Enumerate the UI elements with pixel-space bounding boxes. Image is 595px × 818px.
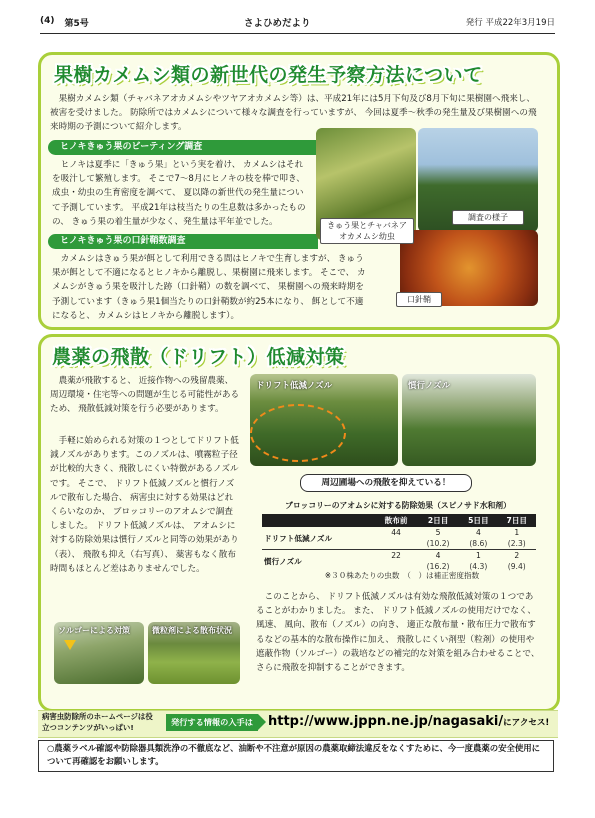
- table-cell: 4: [475, 528, 481, 537]
- table-cell: (4.3): [469, 562, 488, 571]
- label-drift-nozzle: ドリフト低減ノズル: [256, 381, 333, 391]
- banner-left-text: 病害虫防除所のホームページは役立つコンテンツがいっぱい!: [42, 712, 153, 732]
- banner-suffix: にアクセス!: [503, 718, 550, 728]
- efficacy-table-title: ブロッコリーのアオムシに対する防除効果（スピノサド水和剤）: [285, 501, 511, 510]
- table-header: 5日目: [459, 514, 497, 527]
- drift-body-main: 手軽に始められる対策の１つとしてドリフト低減ノズルがあります。このノズルは、噴霧粒子径が比較的大きく、飛散しにくい特徴があるノズルです。 そこで、 ドリフト低減ノズルと慣行ノズルで散布した場合、 病害虫に対する効果はどれくらいなのか、 ブロッコリーのアオムシで調査しました。 ドリフト低減ノズルは、 アオムシに対する防除効果は慣行ノズルと同等の効果があり（表）、 飛散も抑え（右写真）、 薬害もなく散布時間もほとんど差はありませんでした。: [50, 436, 239, 574]
- safety-notice: ○農薬ラベル確認や防除器具類洗浄の不徹底など、油断や不注意が原因の農薬取締法違反をなくすために、今一度農薬の安全使用について再確認をお願いします。: [38, 740, 554, 772]
- table-header: 散布前: [375, 514, 417, 527]
- drift-conclusion: このことから、 ドリフト低減ノズルは有効な飛散低減対策の１つであることがわかりました。 また、 ドリフト低減ノズルの使用だけでなく、 風速、 風向、散布（ノズル）の向き、 適正な散布量・散布圧力で散布するなどの基本的な散布操作に加え、 飛散しにくい剤型（粒剤）の使用や遮蔽作物（ソルゴー）の栽培などの補完的な対策を組み合わせることで、 さらに飛散を抑制することができます。: [256, 592, 540, 674]
- banner-info-label: 発行する情報の入手は: [166, 714, 258, 731]
- table-cell: (8.6): [469, 539, 488, 548]
- table-cell: 44: [391, 528, 401, 537]
- table-cell: [375, 538, 417, 550]
- section-heading-beating-survey: ヒノキきゅう果のビーティング調査: [48, 140, 318, 155]
- efficacy-table-note: ※３０株あたりの虫数 （ ）は補正密度指数: [324, 571, 480, 580]
- table-row-name: ドリフト低減ノズル: [264, 533, 333, 543]
- issue-number: 第5号: [64, 18, 89, 29]
- issue-date: 発行 平成22年3月19日: [465, 18, 555, 28]
- article-title-drift: 農薬の飛散（ドリフト）低減対策: [52, 346, 345, 368]
- table-header: [262, 514, 375, 527]
- section-text-stylet-sheath: カメムシはきゅう果が餌として利用できる間はヒノキで生育しますが、 きゅう果が餌として不適になるとヒノキから離脱し、果樹園に飛来します。 そこで、 カメムシがきゅう果を吸汁した跡（口針鞘）の数を調べて、 果樹園への飛来時期を予測しています（きゅう果1個当たりの口針鞘数が約25本になり、 餌として不適になると、 カメムシはヒノキから離脱します）。: [52, 254, 366, 321]
- table-row: [262, 527, 536, 538]
- section-text-beating-survey: ヒノキは夏季に「きゅう果」という実を着け、 カメムシはそれを吸汁して繁殖します。 そこで7～8月にヒノキの枝を棒で叩き、 成虫・幼虫の生育密度を調べて、 夏以降の新世代の発生量について予測しています。 平成21年は枝当たりの生息数は多かったものの、 きゅう果の着生量が少なく、発生量は平年並でした。: [52, 160, 306, 227]
- table-header: 7日目: [498, 514, 536, 527]
- table-cell: (9.4): [507, 562, 526, 571]
- table-cell: (16.2): [426, 562, 450, 571]
- label-fine-granule: 微粒剤による散布状況: [152, 626, 232, 635]
- spray-area-circle: [250, 404, 346, 462]
- table-cell: 2: [498, 550, 536, 562]
- table-cell: (2.3): [507, 539, 526, 548]
- caption-cone-larvae: きゅう果とチャバネアオカメムシ幼虫: [320, 218, 414, 244]
- drift-body-intro: 農薬が飛散すると、 近接作物への残留農薬、周辺環境・住宅等への問題が生じる可能性があるため、 飛散低減対策を行う必要があります。: [50, 376, 240, 415]
- table-cell: 1: [459, 550, 497, 562]
- table-cell: 4: [417, 550, 459, 562]
- page-header: [40, 14, 555, 34]
- section-heading-stylet-sheath: ヒノキきゅう果の口針鞘数調査: [48, 234, 318, 249]
- table-header: 2日目: [417, 514, 459, 527]
- efficacy-table: [262, 514, 536, 572]
- page-number: (4): [40, 15, 55, 26]
- homepage-link[interactable]: [268, 714, 549, 729]
- caption-stylet-sheath: 口針鞘: [396, 292, 442, 307]
- article-title-stinkbug: 果樹カメムシ類の新世代の発生予察方法について: [54, 64, 483, 86]
- homepage-url[interactable]: http://www.jppn.ne.jp/nagasaki/: [268, 714, 504, 729]
- drift-callout: 周辺圃場への飛散を抑えている！: [300, 474, 472, 492]
- table-cell: (10.2): [426, 539, 450, 548]
- table-row: [262, 550, 536, 562]
- table-row-name: 慣行ノズル: [262, 550, 375, 573]
- newsletter-title: さよひめだより: [244, 18, 311, 29]
- arrow-down-icon: [64, 640, 76, 650]
- header-left: [40, 16, 89, 29]
- article-intro-stinkbug: 果樹カメムシ類（チャバネアオカメムシやツヤアオカメムシ等）は、平成21年には5月下旬及び8月下旬に果樹園へ飛来し、被害を受けました。 防除所ではカメムシについて様々な調査を行っていますが、 今回は夏季～秋季の発生量及び果樹園への飛来時期の予測について紹介します。: [50, 94, 537, 133]
- caption-survey-scene: 調査の様子: [452, 210, 524, 225]
- table-cell: 22: [375, 550, 417, 562]
- label-sorgo: ソルゴーによる対策: [58, 626, 130, 635]
- label-conventional-nozzle: 慣行ノズル: [408, 381, 451, 391]
- table-header-row: [262, 514, 536, 527]
- table-cell: 5: [435, 528, 441, 537]
- table-cell: 1: [514, 528, 520, 537]
